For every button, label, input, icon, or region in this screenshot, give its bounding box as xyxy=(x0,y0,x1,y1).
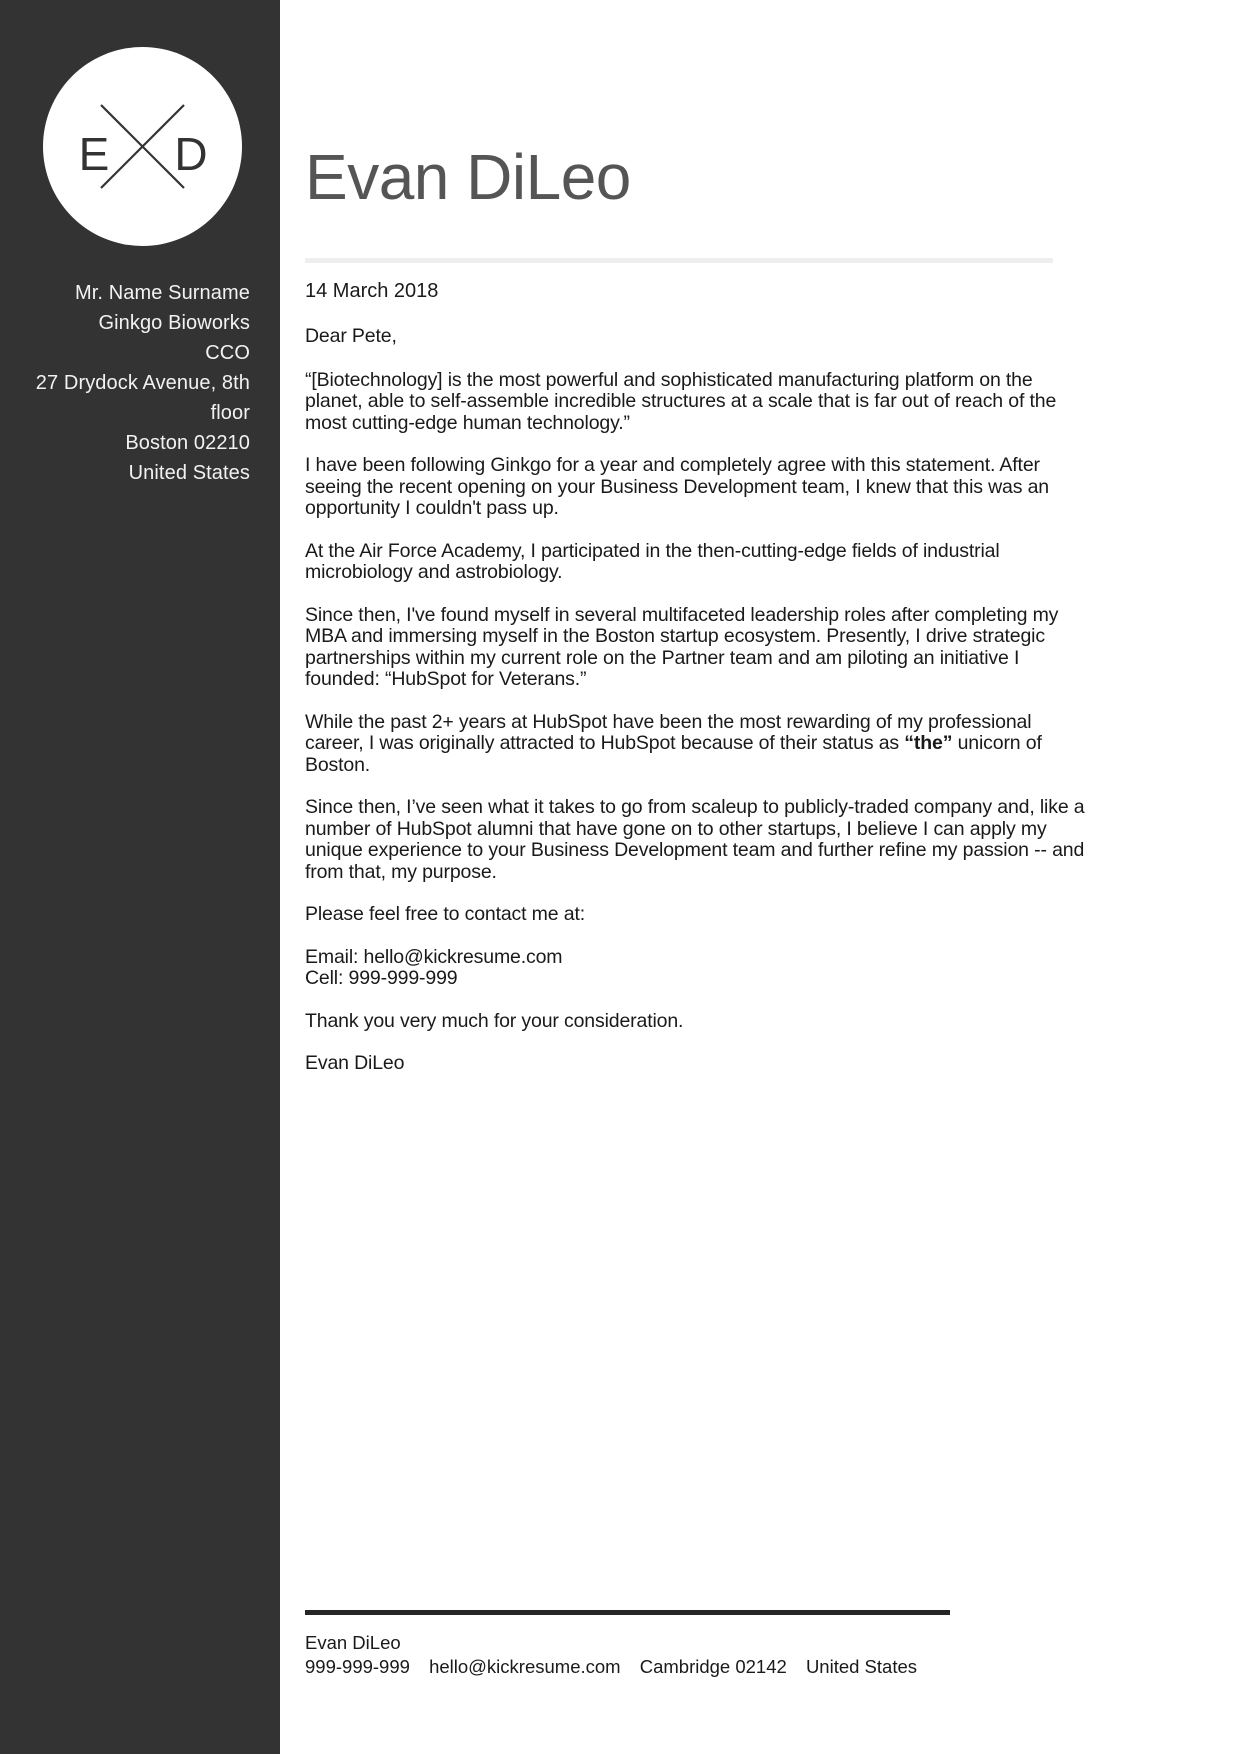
recipient-line-name: Mr. Name Surname xyxy=(75,282,250,304)
logo-left-initial: E xyxy=(78,128,110,181)
footer-name: Evan DiLeo xyxy=(305,1632,401,1653)
letter-paragraph-quote: “[Biotechnology] is the most powerful and sophisticated manufacturing platform on the planet, able to self-assemble incredible structures at a scale that is far out of reach of the most cutting-edge human technology.” xyxy=(305,368,1057,434)
letter-paragraph-academy: At the Air Force Academy, I participated in the then-cutting-edge fields of industrial microbiology and astrobiology. xyxy=(305,539,1000,583)
recipient-line-country: United States xyxy=(128,462,250,484)
letter-closing: Thank you very much for your consideration. xyxy=(305,1009,684,1032)
hubspot-text-bold: “the” xyxy=(904,732,953,754)
header-divider xyxy=(305,258,1053,263)
footer-phone: 999-999-999 xyxy=(305,1656,410,1677)
logo-circle-icon xyxy=(43,47,242,246)
footer-email: hello@kickresume.com xyxy=(429,1656,621,1677)
footer-city: Cambridge 02142 xyxy=(639,1656,787,1677)
hubspot-text-before: While the past 2+ years at HubSpot have been the most rewarding of my professional career, I was originally attracted to HubSpot because of their status as xyxy=(305,710,1032,754)
logo-right-initial: D xyxy=(174,128,208,181)
monogram-logo xyxy=(43,47,242,246)
footer-country: United States xyxy=(805,1656,918,1677)
footer-contact-row xyxy=(305,1655,955,1679)
contact-cell-line: Cell: 999-999-999 xyxy=(305,967,458,989)
recipient-line-street: 27 Drydock Avenue, 8th floor xyxy=(35,372,250,424)
sidebar xyxy=(0,0,280,1754)
recipient-line-city: Boston 02210 xyxy=(125,432,250,454)
letter-paragraph-contact-intro: Please feel free to contact me at: xyxy=(305,903,585,925)
letter-paragraph-scaleup: Since then, I’ve seen what it takes to go from scaleup to publicly-traded company and, like a number of HubSpot alumni that have gone on to other startups, I believe I can apply my unique experience to your Business Development team and further refine my passion -- and from that, my purpose. xyxy=(305,796,1085,883)
letter-paragraph-following: I have been following Ginkgo for a year and completely agree with this statement. After seeing the recent opening on your Business Development team, I knew that this was an opportunity I couldn't pass up. xyxy=(305,454,1050,519)
letter-paragraph-hubspot xyxy=(305,712,1090,777)
recipient-line-company: Ginkgo Bioworks xyxy=(98,312,250,334)
contact-email-line: Email: hello@kickresume.com xyxy=(305,945,563,968)
letter-main-column xyxy=(280,0,1240,1754)
letter-date: 14 March 2018 xyxy=(305,280,439,302)
recipient-line-title: CCO xyxy=(205,342,250,364)
letter-paragraph-leadership: Since then, I've found myself in several multifaceted leadership roles after completing my MBA and immersing myself in the Boston startup ecosystem. Presently, I drive strategic partnerships within my current role on the Partner team and am piloting an initiative I founded: “HubSpot for Veterans.” xyxy=(305,603,1059,690)
letter-contact-details xyxy=(305,947,1090,990)
letter-salutation: Dear Pete, xyxy=(305,325,397,347)
page-footer xyxy=(305,1610,955,1679)
footer-divider xyxy=(305,1610,950,1615)
logo-cross-icon xyxy=(43,47,242,246)
letter-signature: Evan DiLeo xyxy=(305,1052,405,1074)
recipient-address-block xyxy=(0,278,250,488)
letter-body xyxy=(305,278,1090,1096)
page-title: Evan DiLeo xyxy=(305,140,631,213)
hubspot-text-after: unicorn of Boston. xyxy=(305,732,1042,776)
